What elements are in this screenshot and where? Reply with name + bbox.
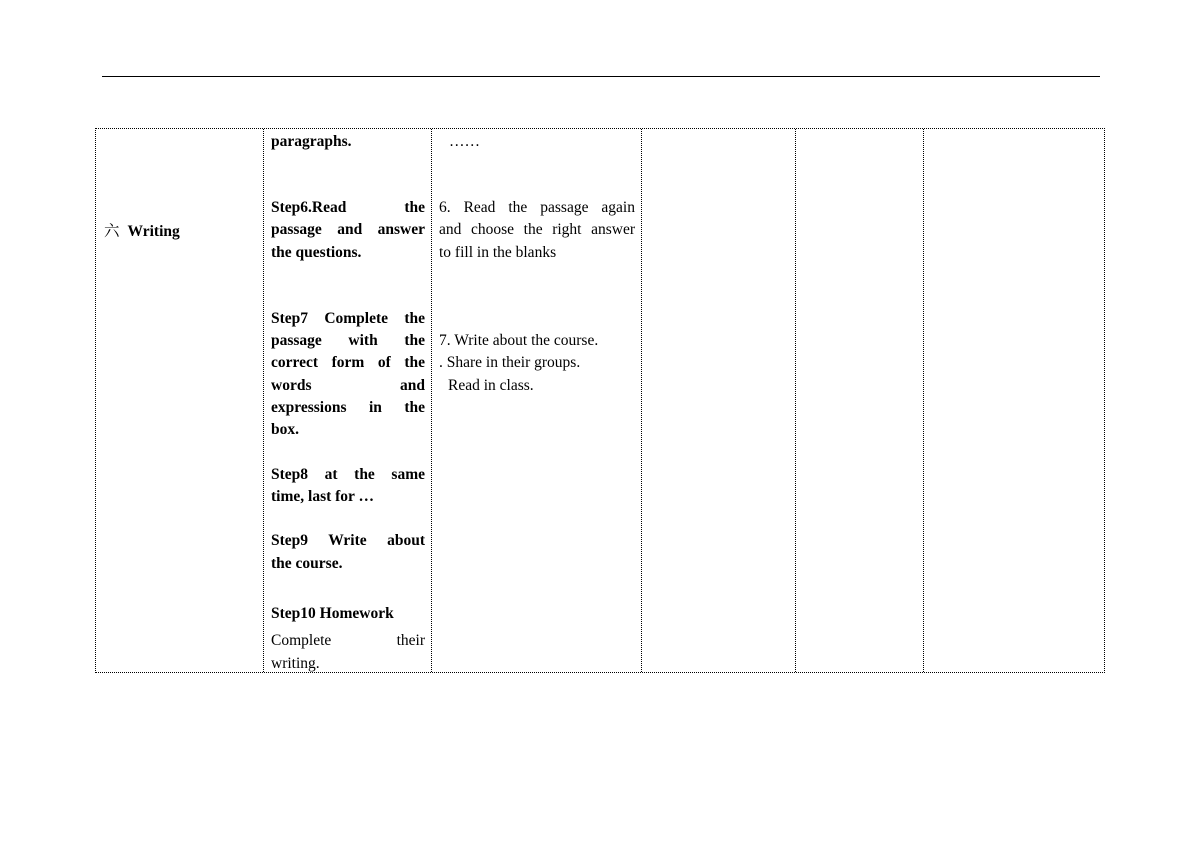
step7-line5: expressions in the	[271, 399, 425, 416]
column-divider	[795, 129, 796, 672]
step9-line1: Step9 Write about	[271, 532, 425, 549]
header-rule	[102, 76, 1100, 77]
activity7-line2: . Share in their groups.	[439, 354, 581, 371]
stage-title: Writing	[127, 223, 180, 240]
activity6-line3: to fill in the blanks	[439, 244, 557, 261]
lesson-plan-table	[95, 128, 1105, 673]
column-divider	[263, 129, 264, 672]
step8-line1: Step8 at the same	[271, 466, 425, 483]
activity-ellipsis: ……	[449, 133, 480, 150]
step7-line2: passage with the	[271, 332, 425, 349]
step10-title: Step10 Homework	[271, 605, 394, 622]
step9-line2: the course.	[271, 555, 343, 572]
step7-line1: Step7 Complete the	[271, 310, 425, 327]
column-divider	[923, 129, 924, 672]
step-paragraphs: paragraphs.	[271, 133, 352, 150]
column-divider	[431, 129, 432, 672]
step6-line2: passage and answer	[271, 221, 425, 238]
activity6-line2: and choose the right answer	[439, 221, 635, 238]
stage-number: 六	[104, 223, 120, 240]
step7-line4: words and	[271, 377, 425, 394]
step10-line1: Complete their	[271, 632, 425, 649]
step7-line6: box.	[271, 421, 299, 438]
activity6-line1: 6. Read the passage again	[439, 199, 635, 216]
step6-line1: Step6.Read the	[271, 199, 425, 216]
step7-line3: correct form of the	[271, 354, 425, 371]
activity7-line1: 7. Write about the course.	[439, 332, 599, 349]
activity7-line3: Read in class.	[448, 377, 534, 394]
column-divider	[641, 129, 642, 672]
step8-line2: time, last for …	[271, 488, 375, 505]
stage-label	[104, 219, 180, 241]
step10-line2: writing.	[271, 655, 320, 672]
step6-line3: the questions.	[271, 244, 362, 261]
